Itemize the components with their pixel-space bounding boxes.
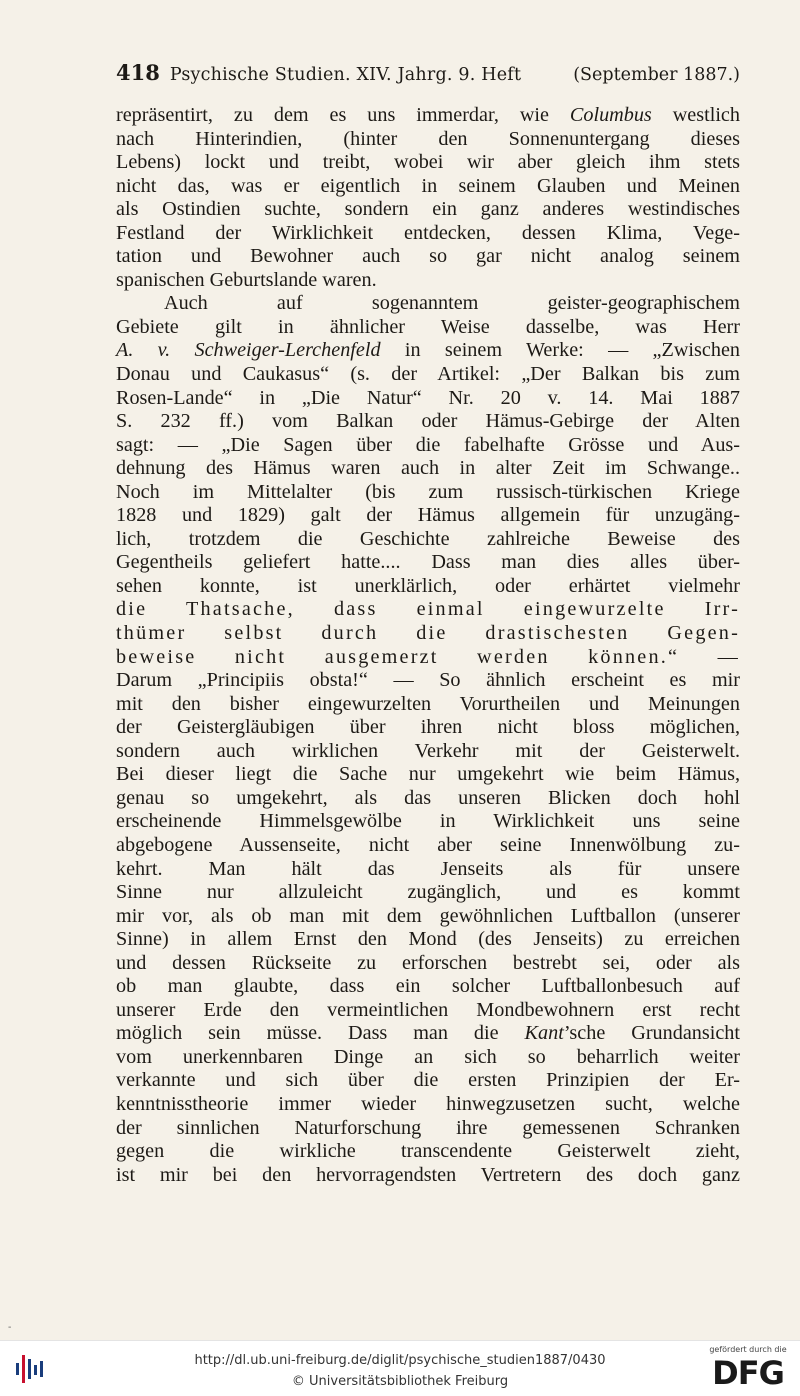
text-line: mir vor, als ob man mit dem gewöhnlichen Luftballon (unserer xyxy=(116,904,740,927)
copyright-notice: © Universitätsbibliothek Freiburg xyxy=(291,1374,509,1389)
permalink-url[interactable]: http://dl.ub.uni-freiburg.de/diglit/psychische_studien1887/0430 xyxy=(194,1353,606,1368)
text-line: 1828 und 1829) galt der Hämus allgemein für unzugäng- xyxy=(116,504,740,527)
running-header xyxy=(116,60,740,85)
text-line: unserer Erde den vermeintlichen Mondbewohnern erst recht xyxy=(116,998,740,1021)
text-line: sagt: — „Die Sagen über die fabelhafte Grösse und Aus- xyxy=(116,433,740,456)
text-line: Rosen-Lande“ in „Die Natur“ Nr. 20 v. 14. Mai 1887 xyxy=(116,386,740,409)
text-line: S. 232 ff.) vom Balkan oder Hämus-Gebirge der Alten xyxy=(116,410,740,433)
text-line: repräsentirt, zu dem es uns immerdar, wie Columbus westlich xyxy=(116,104,740,126)
text-line: Bei dieser liegt die Sache nur umgekehrt wie beim Hämus, xyxy=(116,763,740,786)
dfg-logo: DFG xyxy=(712,1354,784,1392)
body-text xyxy=(116,104,740,1187)
text-line: nicht das, was er eigentlich in seinem Glauben und Meinen xyxy=(116,174,740,197)
text-line: sondern auch wirklichen Verkehr mit der Geisterwelt. xyxy=(116,739,740,762)
text-line: thümer selbst durch die drastischesten Gegen- xyxy=(116,622,740,645)
text-line: mit den bisher eingewurzelten Vorurtheilen und Meinungen xyxy=(116,692,740,715)
text-line: der sinnlichen Naturforschung ihre gemessenen Schranken xyxy=(116,1116,740,1139)
text-line: die Thatsache, dass einmal eingewurzelte Irr- xyxy=(116,598,740,621)
text-line: Gebiete gilt in ähnlicher Weise dasselbe, was Herr xyxy=(116,315,740,338)
text-line: abgebogene Aussenseite, nicht aber seine Innenwölbung zu- xyxy=(116,833,740,856)
text-line: kenntnisstheorie immer wieder hinwegzusetzen sucht, welche xyxy=(116,1092,740,1115)
text-line: Lebens) lockt und treibt, wobei wir aber gleich ihm stets xyxy=(116,151,740,174)
text-line: genau so umgekehrt, als das unseren Blicken doch hohl xyxy=(116,786,740,809)
issue-date: (September 1887.) xyxy=(573,65,740,85)
viewer-footer xyxy=(0,1340,800,1396)
text-line: erscheinende Himmelsgewölbe in Wirklichkeit uns seine xyxy=(116,810,740,833)
text-line: Donau und Caukasus“ (s. der Artikel: „Der Balkan bis zum xyxy=(116,363,740,386)
text-line: kehrt. Man hält das Jenseits als für unsere xyxy=(116,857,740,880)
text-line: Gegentheils geliefert hatte.... Dass man dies alles über- xyxy=(116,551,740,574)
text-line: beweise nicht ausgemerzt werden können.“ — xyxy=(116,645,740,668)
text-line: nach Hinterindien, (hinter den Sonnenuntergang dieses xyxy=(116,127,740,150)
text-line: vom unerkennbaren Dinge an sich so beharrlich weiter xyxy=(116,1045,740,1068)
text-line: tation und Bewohner auch so gar nicht analog seinem xyxy=(116,245,740,268)
text-line: Auch auf sogenanntem geister-geographischem xyxy=(164,292,740,315)
text-line: Festland der Wirklichkeit entdecken, dessen Klima, Vege- xyxy=(116,221,740,244)
text-line: verkannte und sich über die ersten Prinzipien der Er- xyxy=(116,1069,740,1092)
funding-note: gefördert durch die xyxy=(709,1345,787,1354)
text-line: dehnung des Hämus waren auch in alter Zeit im Schwange.. xyxy=(116,457,740,480)
text-line: lich, trotzdem die Geschichte zahlreiche Beweise des xyxy=(116,527,740,550)
text-line: Sinne) in allem Ernst den Mond (des Jenseits) zu erreichen xyxy=(116,928,740,951)
text-line: Noch im Mittelalter (bis zum russisch-türkischen Kriege xyxy=(116,480,740,503)
text-line: und dessen Rückseite zu erforschen bestrebt sei, oder als xyxy=(116,951,740,974)
text-line: der Geistergläubigen über ihren nicht bloss möglichen, xyxy=(116,716,740,739)
running-title: Psychische Studien. XIV. Jahrg. 9. Heft xyxy=(169,65,522,85)
text-line: ob man glaubte, dass ein solcher Luftballonbesuch auf xyxy=(116,975,740,998)
text-line: A. v. Schweiger-Lerchenfeld in seinem Werke: — „Zwischen xyxy=(116,339,740,362)
text-line: möglich sein müsse. Dass man die Kant’sche Grundansicht xyxy=(116,1022,740,1045)
text-line: als Ostindien suchte, sondern ein ganz anderes westindisches xyxy=(116,198,740,221)
text-line: spanischen Geburtslande waren. xyxy=(116,268,377,291)
page-number: 418 xyxy=(116,60,160,85)
text-line: gegen die wirkliche transcendente Geisterwelt zieht, xyxy=(116,1140,740,1163)
text-line: sehen konnte, ist unerklärlich, oder erhärtet vielmehr xyxy=(116,574,740,597)
corner-mark: - xyxy=(8,1322,12,1333)
text-line: ist mir bei den hervorragendsten Vertretern des doch ganz xyxy=(116,1163,740,1186)
text-line: Darum „Principiis obsta!“ — So ähnlich erscheint es mir xyxy=(116,669,740,692)
text-line: Sinne nur allzuleicht zugänglich, und es kommt xyxy=(116,881,740,904)
